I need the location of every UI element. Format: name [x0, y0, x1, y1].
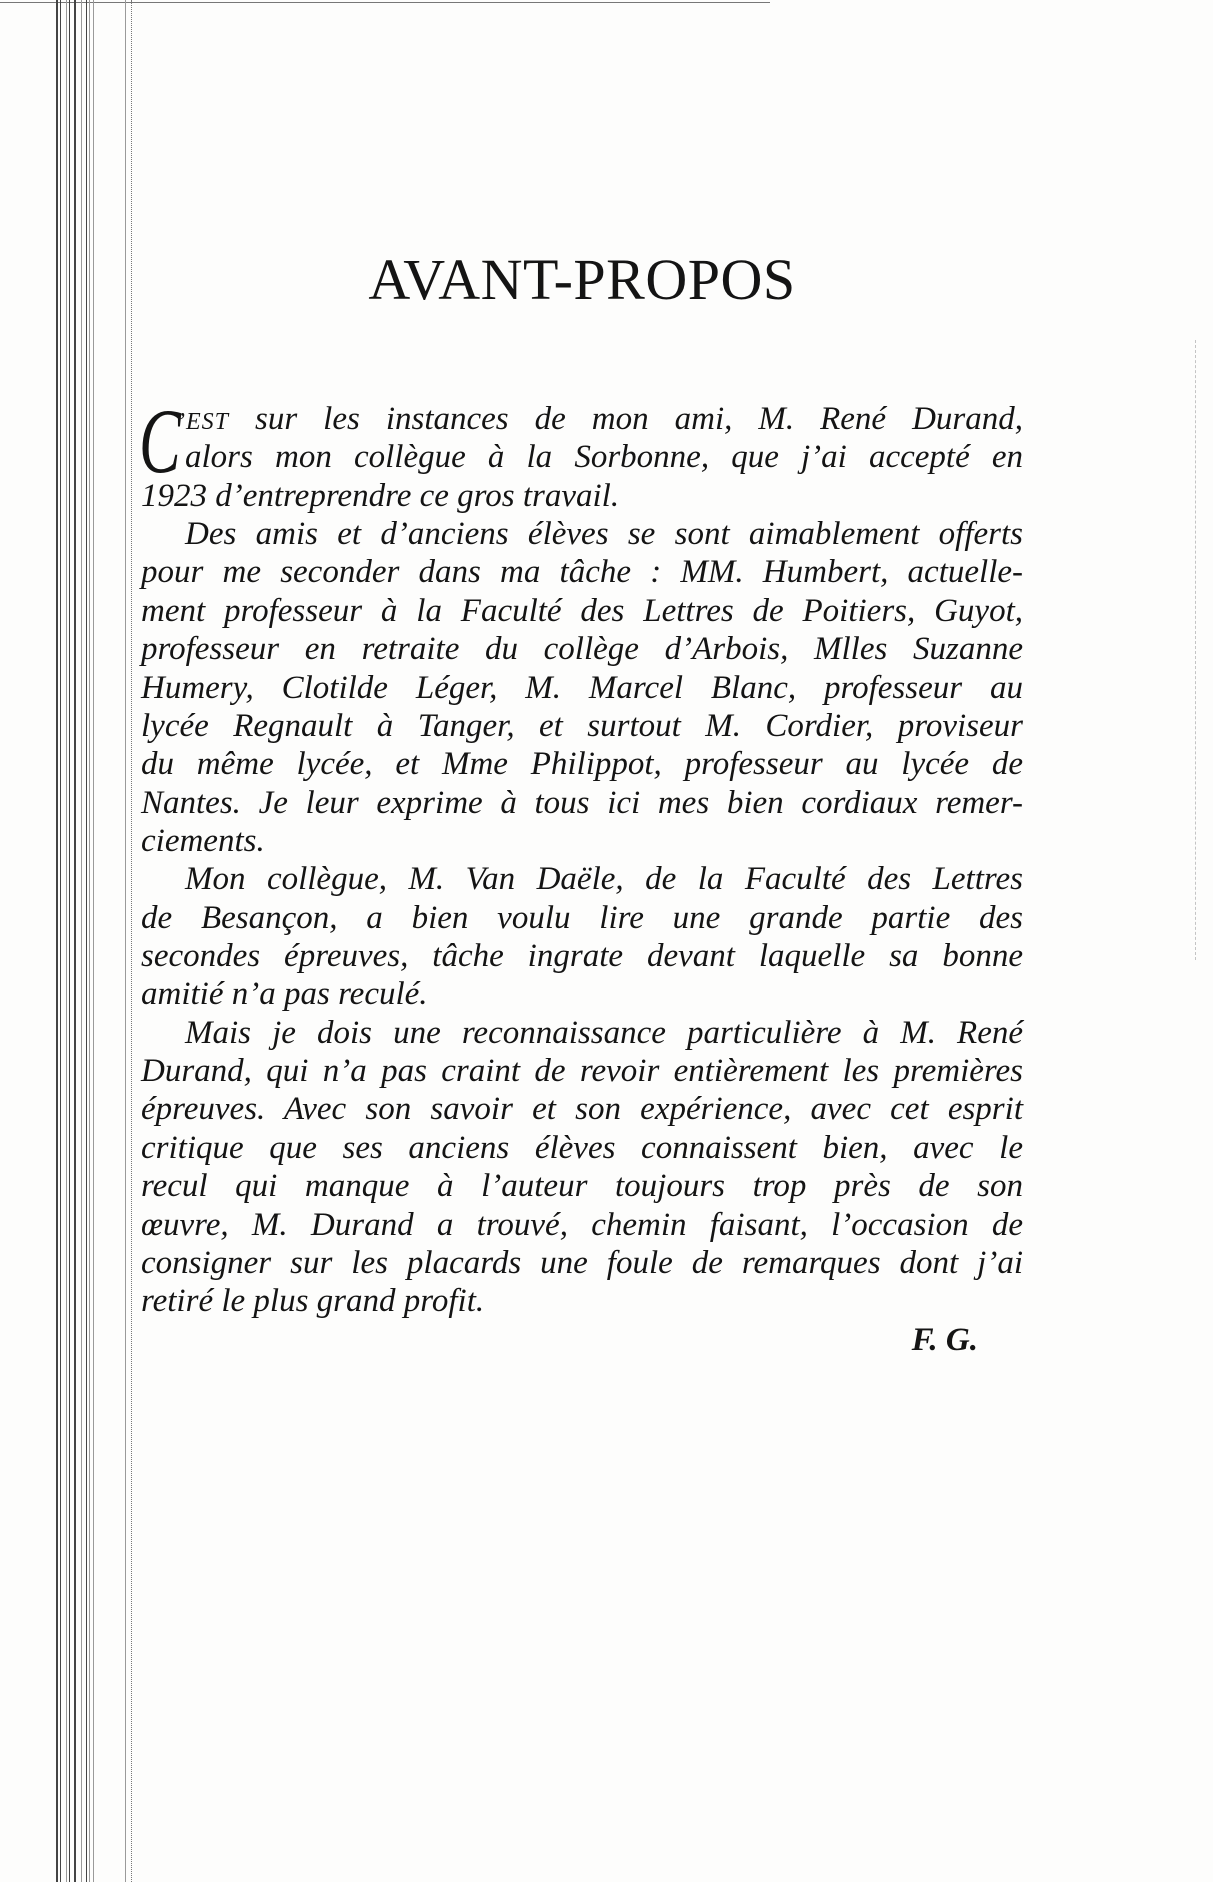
scan-right-margin-marks — [1195, 340, 1196, 960]
paragraph — [139, 390, 1023, 515]
text-line: Humery, Clotilde Léger, M. Marcel Blanc, professeur au — [141, 669, 1023, 706]
binding-edge-line — [125, 0, 126, 1882]
drop-cap: C — [139, 390, 181, 492]
text-line: Mon collègue, M. Van Daële, de la Faculté des Lettres — [185, 861, 1023, 898]
text-line: 1923 d’entreprendre ce gros travail. — [141, 477, 620, 514]
binding-edge-line — [69, 0, 70, 1882]
text-line: Mais je dois une reconnaissance particulière à M. René — [185, 1014, 1023, 1051]
paragraph — [141, 515, 1023, 860]
scan-top-edge-line — [0, 2, 770, 3]
text-line: du même lycée, et Mme Philippot, professeur au lycée de — [141, 746, 1023, 783]
binding-edge-line — [81, 0, 82, 1882]
text-line: professeur en retraite du collège d’Arbois, Mlles Suzanne — [141, 631, 1023, 668]
binding-edge-line — [60, 0, 61, 1882]
binding-edge-line — [93, 0, 94, 1882]
paragraph — [141, 1014, 1023, 1321]
text-line: œuvre, M. Durand a trouvé, chemin faisant, l’occasion de — [141, 1206, 1023, 1243]
text-line — [141, 400, 1023, 438]
binding-edge-line — [131, 0, 133, 1882]
text-line: recul qui manque à l’auteur toujours trop près de son — [141, 1168, 1023, 1205]
binding-edge-line — [86, 0, 87, 1882]
binding-edge-line — [74, 0, 76, 1882]
text-line: alors mon collègue à la Sorbonne, que j’ai accepté en — [185, 439, 1023, 476]
text-line: pour me seconder dans ma tâche : MM. Humbert, actuelle- — [141, 554, 1023, 591]
body-text — [139, 390, 1023, 1359]
text-line: retiré le plus grand profit. — [141, 1283, 485, 1320]
text-line: Nantes. Je leur exprime à tous ici mes bien cordiaux remer- — [141, 784, 1023, 821]
text-line: critique que ses anciens élèves connaissent bien, avec le — [141, 1129, 1023, 1166]
text-line: ciements. — [141, 822, 265, 859]
line-text: sur les instances de mon ami, M. René Durand, — [255, 401, 1023, 437]
text-line: Durand, qui n’a pas craint de revoir entièrement les premières — [141, 1053, 1023, 1090]
text-line: Des amis et d’anciens élèves se sont aimablement offerts — [185, 516, 1023, 553]
text-line: consigner sur les placards une foule de remarques dont j’ai — [141, 1244, 1023, 1281]
text-line: épreuves. Avec son savoir et son expérience, avec cet esprit — [141, 1091, 1023, 1128]
signature: F. G. — [911, 1321, 978, 1358]
paragraph — [141, 860, 1023, 1013]
text-line: de Besançon, a bien voulu lire une grande partie des — [141, 899, 1023, 936]
page-title: AVANT-PROPOS — [368, 247, 796, 312]
lead-small-caps: ’EST — [177, 409, 229, 435]
text-line: amitié n’a pas reculé. — [141, 976, 428, 1013]
text-line: secondes épreuves, tâche ingrate devant laquelle sa bonne — [141, 938, 1023, 975]
binding-edge-line — [56, 0, 58, 1882]
text-line: lycée Regnault à Tanger, et surtout M. Cordier, proviseur — [141, 707, 1023, 744]
binding-edge-line — [66, 0, 67, 1882]
binding-edge-line — [89, 0, 90, 1882]
text-line: ment professeur à la Faculté des Lettres de Poitiers, Guyot, — [141, 592, 1023, 629]
